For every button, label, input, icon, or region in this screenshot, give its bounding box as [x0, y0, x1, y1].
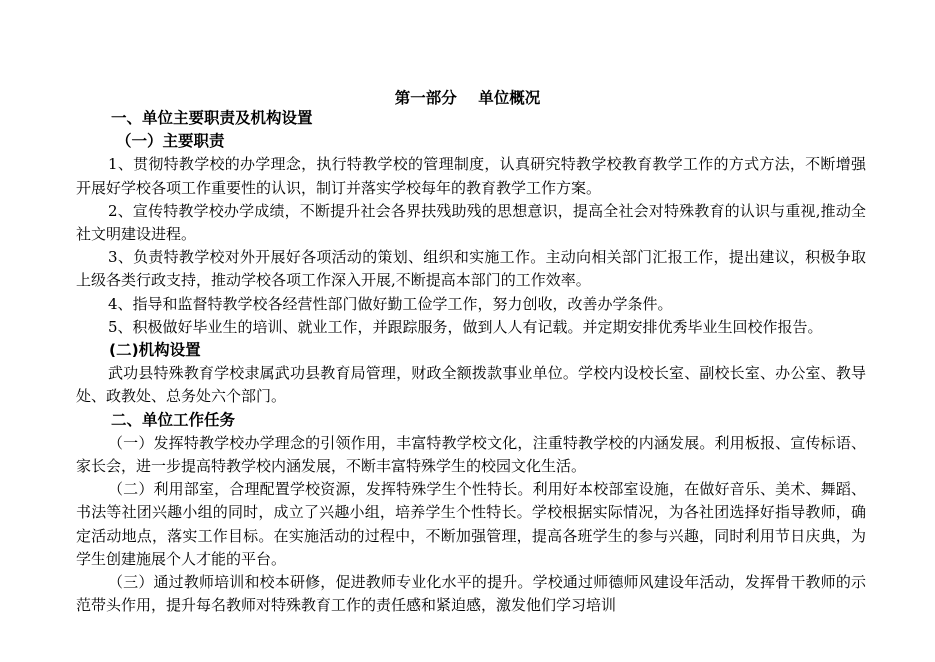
duty-paragraph-3: 3、负责特教学校对外开展好各项活动的策划、组织和实施工作。主动向相关部门汇报工作，提出建议，积极争取上级各类行政支持，推动学校各项工作深入开展,不断提高本部门的工作效率。 [76, 248, 866, 290]
section-heading-1: 一、单位主要职责及机构设置 [111, 109, 313, 127]
document-body [76, 107, 866, 617]
duty-paragraph-4: 4、指导和监督特教学校各经营性部门做好勤工俭学工作，努力创收，改善办学条件。 [108, 294, 673, 313]
organization-paragraph: 武功县特殊教育学校隶属武功县教育局管理，财政全额拨款事业单位。学校内设校长室、副校长室、办公室、教导处、政教处、总务处六个部门。 [76, 364, 866, 406]
task-paragraph-1: （一）发挥特教学校办学理念的引领作用，丰富特教学校文化，注重特教学校的内涵发展。利用板报、宣传标语、家长会，进一步提高特教学校内涵发展，不断丰富特殊学生的校园文化生活。 [76, 433, 866, 476]
page-title: 第一部分 单位概况 [394, 89, 541, 107]
duty-paragraph-5: 5、积极做好毕业生的培训、就业工作，并跟踪服务，做到人人有记载。并定期安排优秀毕业生回校作报告。 [108, 317, 823, 336]
subsection-heading-organization: (二)机构设置 [109, 341, 201, 360]
task-paragraph-3: （三）通过教师培训和校本研修，促进教师专业化水平的提升。学校通过师德师风建设年活动，发挥骨干教师的示范带头作用，提升每名教师对特殊教育工作的责任感和紧迫感，激发他们学习培训 [76, 573, 866, 615]
task-paragraph-2: （二）利用部室，合理配置学校资源，发挥特殊学生个性特长。利用好本校部室设施，在做好音乐、美术、舞蹈、书法等社团兴趣小组的同时，成立了兴趣小组，培养学生个性特长。学校根据实际情况，为各社团选择好指导教师，确定活动地点，落实工作目标。在实施活动的过程中，不断加强管理，提高各班学生的参与兴趣，同时利用节日庆典，为学生创建施展个人才能的平台。 [76, 480, 866, 568]
duty-paragraph-2: 2、宣传特教学校办学成绩，不断提升社会各界扶残助残的思想意识，提高全社会对特殊教育的认识与重视,推动全社文明建设进程。 [76, 201, 866, 244]
section-heading-2: 二、单位工作任务 [111, 410, 236, 429]
subsection-heading-duties: （一）主要职责 [116, 132, 225, 151]
duty-paragraph-1: 1、贯彻特教学校的办学理念，执行特教学校的管理制度，认真研究特教学校教育教学工作的方式方法，不断增强开展好学校各项工作重要性的认识，制订并落实学校每年的教育教学工作方案。 [76, 155, 866, 197]
